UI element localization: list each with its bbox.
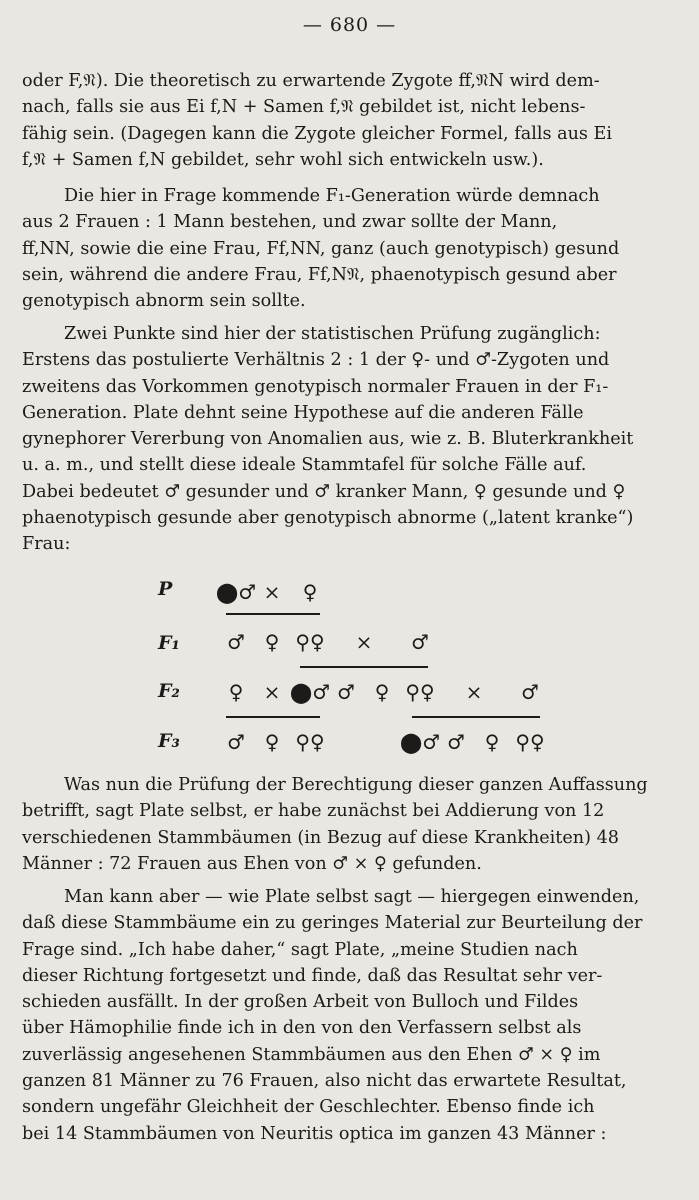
text-line: Frage sind. „Ich habe daher,“ sagt Plate, „meine Studien nach (22, 939, 578, 960)
text-line: Man kann aber — wie Plate selbst sagt — hiergegen einwenden, (64, 887, 640, 907)
paragraph-1 (22, 68, 680, 173)
affected-male-symbol: ⬤♂ (399, 730, 441, 754)
text-line: ff,NN, sowie die eine Frau, Ff,NN, ganz (auch genotypisch) gesund (22, 238, 620, 259)
female-symbol: ♀ (302, 580, 318, 604)
text-line: nach, falls sie aus Ei f,N + Samen f,𝔑 gebildet ist, nicht lebens- (22, 97, 586, 118)
female-symbol: ♀ (484, 730, 500, 754)
text-line: schieden ausfällt. In der großen Arbeit von Bulloch und Fildes (22, 992, 579, 1013)
cross-symbol: × (355, 630, 373, 654)
male-symbol: ♂ (411, 630, 429, 654)
text-line: sondern ungefähr Gleichheit der Geschlechter. Ebenso finde ich (22, 1097, 595, 1118)
text-line: daß diese Stammbäume ein zu geringes Material zur Beurteilung der (22, 913, 643, 934)
paragraph-5 (22, 884, 680, 1147)
paragraph-3 (22, 321, 680, 558)
marriage-line (226, 613, 320, 615)
female-symbol: ♀ (264, 630, 280, 654)
carrier-female-symbol: ⚲♀ (515, 730, 545, 754)
female-symbol: ♀ (264, 730, 280, 754)
marriage-line (226, 716, 320, 718)
cross-symbol: × (263, 580, 281, 604)
text-line: aus 2 Frauen : 1 Mann bestehen, und zwar sollte der Mann, (22, 212, 558, 233)
male-symbol: ♂ (227, 630, 245, 654)
paragraph-2 (22, 183, 680, 314)
text-line: Frau: (22, 534, 71, 555)
text-line: Erstens das postulierte Verhältnis 2 : 1 der ♀- und ♂-Zygoten und (22, 350, 610, 371)
text-line: Zwei Punkte sind hier der statistischen Prüfung zugänglich: (64, 324, 601, 344)
text-line: u. a. m., und stellt diese ideale Stammtafel für solche Fälle auf. (22, 455, 587, 476)
generation-label: F₁ (158, 632, 180, 654)
marriage-line (300, 666, 428, 668)
text-line: genotypisch abnorm sein sollte. (22, 291, 306, 312)
text-line: zuverlässig angesehenen Stammbäumen aus den Ehen ♂ × ♀ im (22, 1044, 601, 1065)
text-line: zweitens das Vorkommen genotypisch normaler Frauen in der F₁- (22, 376, 609, 397)
text-line: Was nun die Prüfung der Berechtigung dieser ganzen Auffassung (64, 775, 648, 795)
carrier-female-symbol: ⚲♀ (405, 680, 435, 704)
text-line: bei 14 Stammbäumen von Neuritis optica im ganzen 43 Männer : (22, 1123, 607, 1144)
male-symbol: ♂ (447, 730, 465, 754)
carrier-female-symbol: ⚲♀ (295, 630, 325, 654)
text-line: gynephorer Vererbung von Anomalien aus, wie z. B. Bluterkrankheit (22, 429, 634, 450)
text-line: ganzen 81 Männer zu 76 Frauen, also nicht das erwartete Resultat, (22, 1071, 627, 1092)
text-line: verschiedenen Stammbäumen (in Bezug auf diese Krankheiten) 48 (22, 827, 619, 848)
text-line: über Hämophilie finde ich in den von den Verfassern selbst als (22, 1018, 582, 1039)
affected-male-symbol: ⬤♂ (289, 680, 331, 704)
generation-label: P (158, 578, 173, 600)
male-symbol: ♂ (521, 680, 539, 704)
cross-symbol: × (465, 680, 483, 704)
text-line: fähig sein. (Dagegen kann die Zygote gleicher Formel, falls aus Ei (22, 123, 612, 144)
female-symbol: ♀ (374, 680, 390, 704)
text-line: Die hier in Frage kommende F₁-Generation würde demnach (64, 186, 600, 206)
marriage-line (412, 716, 540, 718)
female-symbol: ♀ (228, 680, 244, 704)
affected-male-symbol: ⬤♂ (215, 580, 257, 604)
text-line: sein, während die andere Frau, Ff,N𝔑, phaenotypisch gesund aber (22, 264, 617, 285)
text-line: Männer : 72 Frauen aus Ehen von ♂ × ♀ gefunden. (22, 853, 482, 874)
text-line: Dabei bedeutet ♂ gesunder und ♂ kranker Mann, ♀ gesunde und ♀ (22, 481, 626, 502)
carrier-female-symbol: ⚲♀ (295, 730, 325, 754)
generation-label: F₂ (158, 680, 180, 702)
generation-label: F₃ (158, 730, 180, 752)
paragraph-4 (22, 772, 680, 877)
text-line: betrifft, sagt Plate selbst, er habe zunächst bei Addierung von 12 (22, 801, 605, 822)
male-symbol: ♂ (337, 680, 355, 704)
text-line: Generation. Plate dehnt seine Hypothese auf die anderen Fälle (22, 402, 584, 423)
text-line: f,𝔑 + Samen f,N gebildet, sehr wohl sich entwickeln usw.). (22, 149, 544, 170)
cross-symbol: × (263, 680, 281, 704)
male-symbol: ♂ (227, 730, 245, 754)
page-number: — 680 — (302, 14, 397, 36)
pedigree-chart (0, 570, 699, 770)
text-line: dieser Richtung fortgesetzt und finde, daß das Resultat sehr ver- (22, 965, 603, 986)
text-line: phaenotypisch gesunde aber genotypisch abnorme („latent kranke“) (22, 508, 634, 529)
text-line: oder F,𝔑). Die theoretisch zu erwartende Zygote ff,𝔑N wird dem- (22, 71, 600, 91)
